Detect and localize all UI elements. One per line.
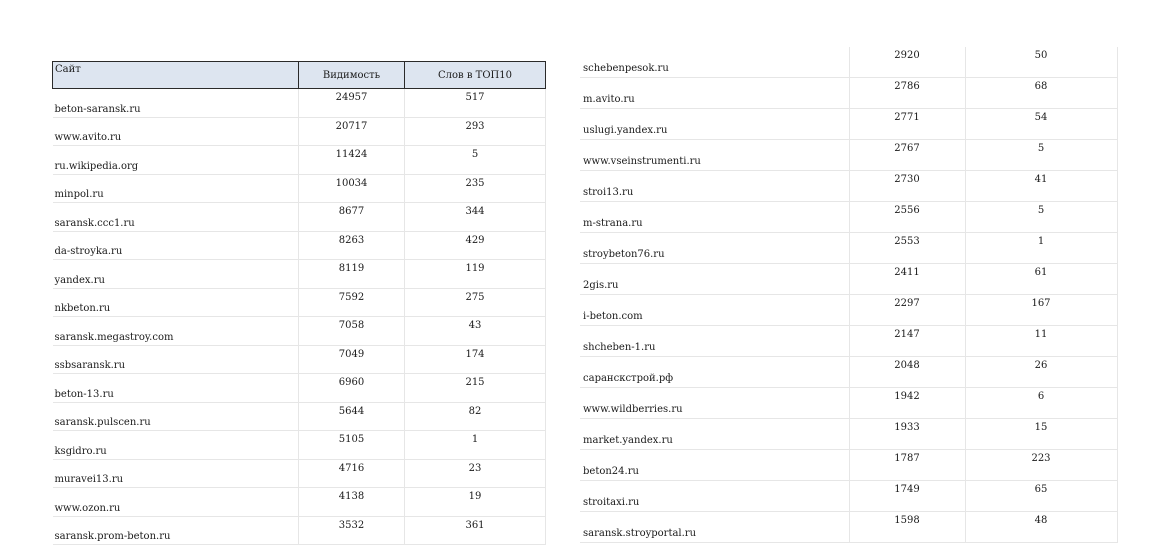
- site-cell: www.ozon.ru: [53, 488, 299, 517]
- top10-cell: 344: [405, 203, 546, 232]
- visibility-cell: 2297: [849, 295, 965, 326]
- table-row: [53, 488, 546, 517]
- table-row: [580, 357, 1117, 388]
- table-row: [580, 388, 1117, 419]
- site-cell: stroi13.ru: [580, 171, 849, 202]
- site-cell: саранскстрой.рф: [580, 357, 849, 388]
- visibility-cell: 2771: [849, 109, 965, 140]
- left-table: [52, 61, 546, 545]
- header-site: Сайт: [53, 62, 299, 89]
- top10-cell: 5: [965, 140, 1117, 171]
- top10-cell: 215: [405, 374, 546, 403]
- site-cell: ksgidro.ru: [53, 431, 299, 460]
- table-row: [53, 117, 546, 146]
- table-row: [53, 231, 546, 260]
- table-row: [53, 146, 546, 175]
- top10-cell: 41: [965, 171, 1117, 202]
- visibility-cell: 8119: [299, 260, 405, 289]
- site-cell: beton-saransk.ru: [53, 89, 299, 118]
- top10-cell: 235: [405, 174, 546, 203]
- visibility-cell: 2556: [849, 202, 965, 233]
- site-cell: stroybeton76.ru: [580, 233, 849, 264]
- site-cell: m.avito.ru: [580, 78, 849, 109]
- table-row: [580, 171, 1117, 202]
- table-row: [580, 264, 1117, 295]
- top10-cell: 15: [965, 419, 1117, 450]
- top10-cell: 517: [405, 89, 546, 118]
- site-cell: nkbeton.ru: [53, 288, 299, 317]
- table-row: [580, 78, 1117, 109]
- site-cell: shcheben-1.ru: [580, 326, 849, 357]
- table-row: [53, 89, 546, 118]
- site-cell: schebenpesok.ru: [580, 47, 849, 78]
- table-row: [580, 419, 1117, 450]
- table-row: [53, 345, 546, 374]
- site-cell: beton-13.ru: [53, 374, 299, 403]
- table-row: [53, 374, 546, 403]
- top10-cell: 43: [405, 317, 546, 346]
- right-table: [580, 47, 1118, 543]
- site-cell: www.avito.ru: [53, 117, 299, 146]
- visibility-cell: 7049: [299, 345, 405, 374]
- table-row: [580, 140, 1117, 171]
- visibility-cell: 1933: [849, 419, 965, 450]
- table-row: [580, 326, 1117, 357]
- visibility-cell: 2786: [849, 78, 965, 109]
- site-cell: saransk.prom-beton.ru: [53, 516, 299, 545]
- table-row: [53, 459, 546, 488]
- visibility-cell: 6960: [299, 374, 405, 403]
- site-cell: ssbsaransk.ru: [53, 345, 299, 374]
- top10-cell: 1: [405, 431, 546, 460]
- visibility-cell: 3532: [299, 516, 405, 545]
- visibility-cell: 10034: [299, 174, 405, 203]
- visibility-cell: 2920: [849, 47, 965, 78]
- top10-cell: 5: [965, 202, 1117, 233]
- table-row: [53, 431, 546, 460]
- site-cell: muravei13.ru: [53, 459, 299, 488]
- visibility-cell: 8263: [299, 231, 405, 260]
- site-cell: uslugi.yandex.ru: [580, 109, 849, 140]
- site-cell: m-strana.ru: [580, 202, 849, 233]
- top10-cell: 6: [965, 388, 1117, 419]
- visibility-cell: 5644: [299, 402, 405, 431]
- site-cell: da-stroyka.ru: [53, 231, 299, 260]
- table-row: [580, 295, 1117, 326]
- table-row: [53, 260, 546, 289]
- visibility-cell: 2767: [849, 140, 965, 171]
- site-cell: beton24.ru: [580, 450, 849, 481]
- table-row: [53, 402, 546, 431]
- top10-cell: 61: [965, 264, 1117, 295]
- top10-cell: 50: [965, 47, 1117, 78]
- header-top10: Слов в ТОП10: [405, 62, 546, 89]
- top10-cell: 361: [405, 516, 546, 545]
- table-row: [580, 202, 1117, 233]
- site-cell: www.vseinstrumenti.ru: [580, 140, 849, 171]
- visibility-cell: 20717: [299, 117, 405, 146]
- top10-cell: 429: [405, 231, 546, 260]
- top10-cell: 54: [965, 109, 1117, 140]
- table-row: [53, 317, 546, 346]
- site-cell: minpol.ru: [53, 174, 299, 203]
- site-cell: saransk.stroyportal.ru: [580, 512, 849, 543]
- top10-cell: 119: [405, 260, 546, 289]
- top10-cell: 65: [965, 481, 1117, 512]
- table-row: [580, 47, 1117, 78]
- visibility-cell: 5105: [299, 431, 405, 460]
- table-row: [53, 288, 546, 317]
- top10-cell: 293: [405, 117, 546, 146]
- site-cell: www.wildberries.ru: [580, 388, 849, 419]
- visibility-cell: 2411: [849, 264, 965, 295]
- site-cell: stroitaxi.ru: [580, 481, 849, 512]
- table-row: [53, 516, 546, 545]
- table-row: [580, 450, 1117, 481]
- site-cell: yandex.ru: [53, 260, 299, 289]
- top10-cell: 11: [965, 326, 1117, 357]
- top10-cell: 23: [405, 459, 546, 488]
- site-cell: i-beton.com: [580, 295, 849, 326]
- top10-cell: 19: [405, 488, 546, 517]
- visibility-cell: 11424: [299, 146, 405, 175]
- top10-cell: 48: [965, 512, 1117, 543]
- table-row: [580, 109, 1117, 140]
- top10-cell: 275: [405, 288, 546, 317]
- visibility-cell: 2730: [849, 171, 965, 202]
- table-row: [580, 233, 1117, 264]
- table-row: [53, 174, 546, 203]
- visibility-cell: 7592: [299, 288, 405, 317]
- top10-cell: 223: [965, 450, 1117, 481]
- visibility-cell: 8677: [299, 203, 405, 232]
- site-cell: 2gis.ru: [580, 264, 849, 295]
- visibility-cell: 2553: [849, 233, 965, 264]
- top10-cell: 1: [965, 233, 1117, 264]
- top10-cell: 26: [965, 357, 1117, 388]
- top10-cell: 82: [405, 402, 546, 431]
- top10-cell: 174: [405, 345, 546, 374]
- visibility-cell: 1598: [849, 512, 965, 543]
- visibility-cell: 1787: [849, 450, 965, 481]
- top10-cell: 68: [965, 78, 1117, 109]
- visibility-cell: 2147: [849, 326, 965, 357]
- top10-cell: 5: [405, 146, 546, 175]
- table-row: [53, 203, 546, 232]
- visibility-cell: 1749: [849, 481, 965, 512]
- header-visibility: Видимость: [299, 62, 405, 89]
- visibility-cell: 24957: [299, 89, 405, 118]
- table-row: [580, 512, 1117, 543]
- site-cell: saransk.pulscen.ru: [53, 402, 299, 431]
- visibility-cell: 2048: [849, 357, 965, 388]
- header-row: [53, 62, 546, 89]
- top10-cell: 167: [965, 295, 1117, 326]
- site-cell: market.yandex.ru: [580, 419, 849, 450]
- table-row: [580, 481, 1117, 512]
- visibility-cell: 1942: [849, 388, 965, 419]
- site-cell: saransk.ccc1.ru: [53, 203, 299, 232]
- visibility-cell: 4716: [299, 459, 405, 488]
- visibility-cell: 4138: [299, 488, 405, 517]
- visibility-cell: 7058: [299, 317, 405, 346]
- site-cell: saransk.megastroy.com: [53, 317, 299, 346]
- site-cell: ru.wikipedia.org: [53, 146, 299, 175]
